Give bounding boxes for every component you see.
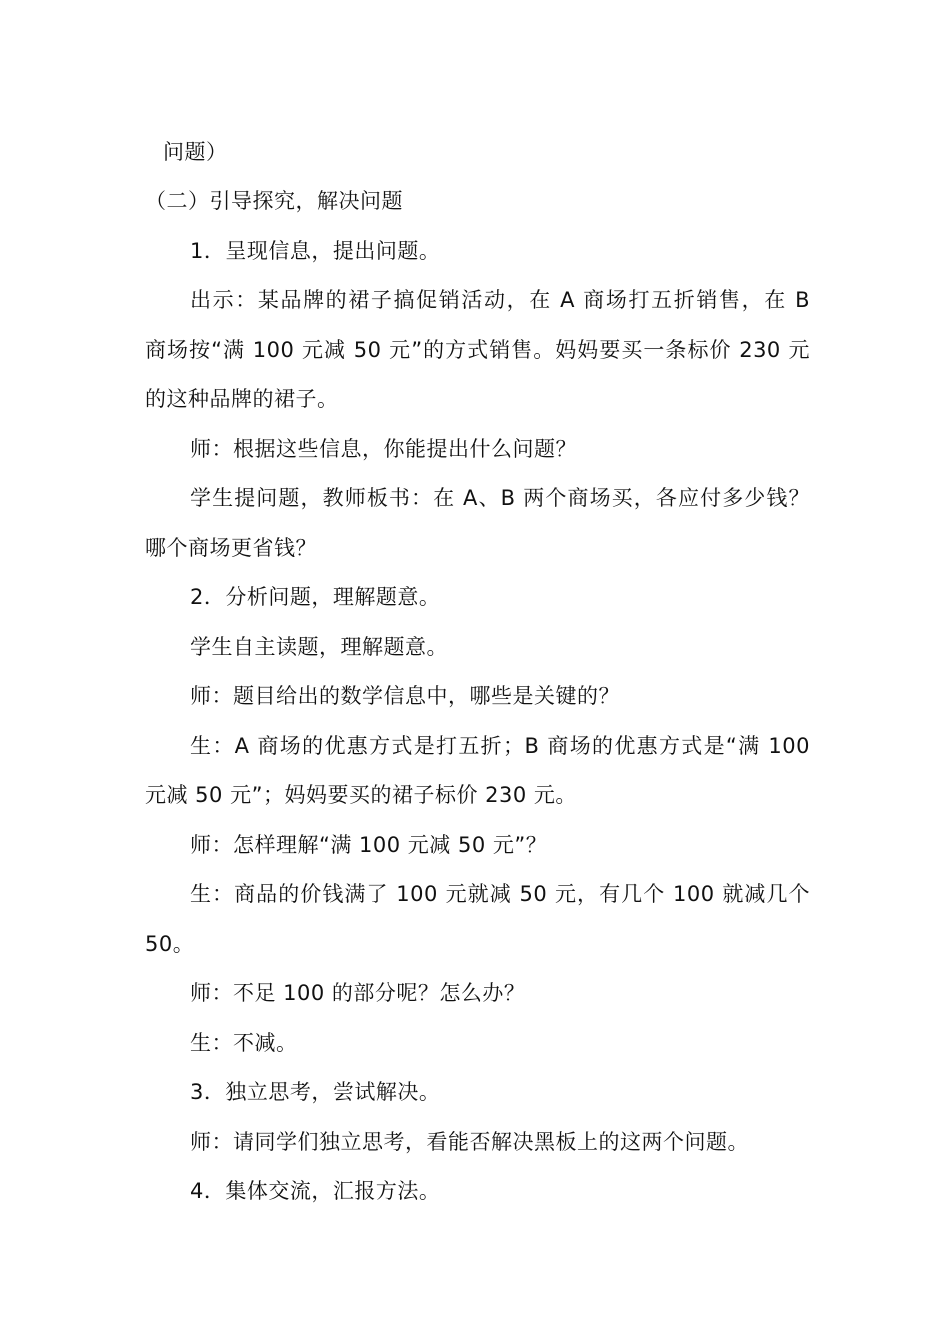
text-line: 商场按“满 100 元减 50 元”的方式销售。妈妈要买一条标价 230 元	[145, 338, 810, 362]
step-heading: 4．集体交流，汇报方法。	[190, 1179, 441, 1203]
text-line: 哪个商场更省钱？	[145, 536, 317, 560]
text-line: 师：怎样理解“满 100 元减 50 元”？	[190, 833, 548, 857]
text-line: 50。	[145, 932, 195, 956]
text-line: 学生提问题，教师板书：在 A、B 两个商场买，各应付多少钱？	[190, 486, 810, 510]
text-line: 生：不减。	[190, 1031, 298, 1055]
step-heading: 2．分析问题，理解题意。	[190, 585, 441, 609]
text-line: 师：请同学们独立思考，看能否解决黑板上的这两个问题。	[190, 1130, 749, 1154]
text-line: 出示：某品牌的裙子搞促销活动，在 A 商场打五折销售，在 B	[190, 288, 810, 312]
text-line: 师：题目给出的数学信息中，哪些是关键的？	[190, 684, 620, 708]
text-line: 师：根据这些信息，你能提出什么问题？	[190, 437, 577, 461]
text-line: 学生自主读题，理解题意。	[190, 635, 448, 659]
text-line: 问题）	[163, 140, 228, 164]
step-heading: 3．独立思考，尝试解决。	[190, 1080, 441, 1104]
step-heading: 1．呈现信息，提出问题。	[190, 239, 441, 263]
text-line: 生：A 商场的优惠方式是打五折；B 商场的优惠方式是“满 100	[190, 734, 810, 758]
text-line: 师：不足 100 的部分呢？怎么办？	[190, 981, 526, 1005]
section-heading: （二）引导探究，解决问题	[145, 189, 403, 213]
text-line: 元减 50 元”；妈妈要买的裙子标价 230 元。	[145, 783, 577, 807]
text-line: 的这种品牌的裙子。	[145, 387, 339, 411]
text-line: 生：商品的价钱满了 100 元就减 50 元，有几个 100 就减几个	[190, 882, 810, 906]
